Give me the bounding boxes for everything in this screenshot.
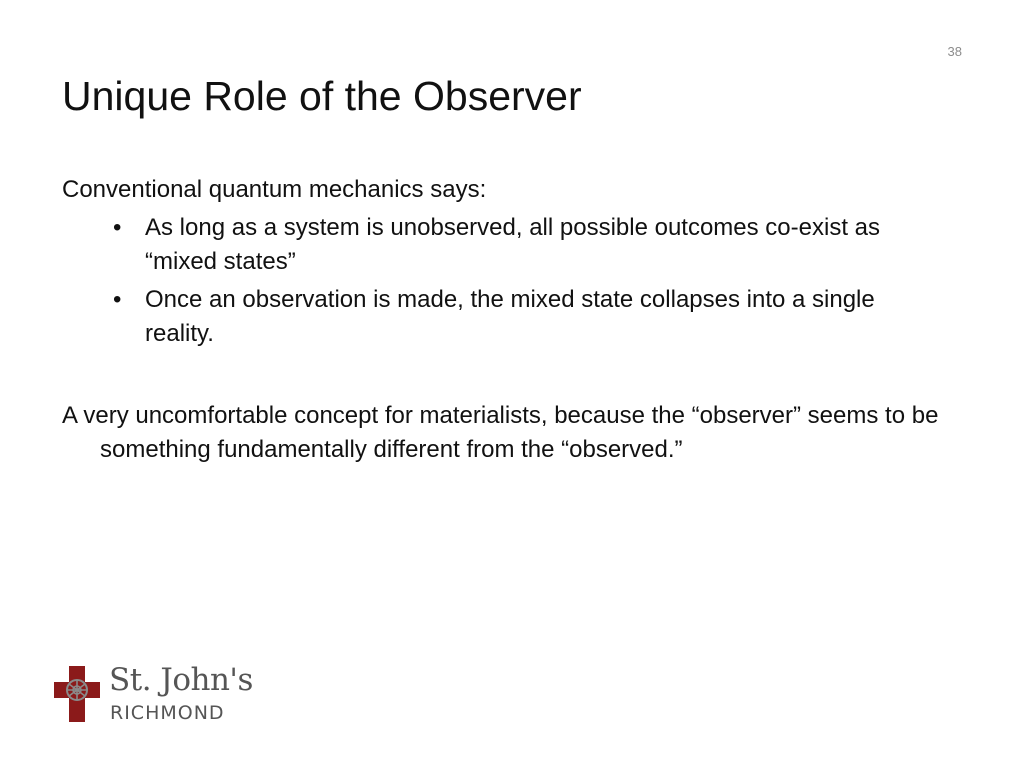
bullet-marker: • [113,214,122,241]
church-logo [54,662,274,726]
intro-line: Conventional quantum mechanics says: [62,176,487,203]
cross-icon [54,666,100,722]
logo-name: St. John's [109,662,253,698]
bullet-text: As long as a system is unobserved, all possible outcomes co-exist as “mixed states” [145,214,881,275]
slide-content [62,173,962,467]
bullet-item [113,211,962,279]
bullet-list [62,211,962,351]
slide-title: Unique Role of the Observer [62,73,582,119]
logo-subtitle: RICHMOND [110,702,225,724]
bullet-item [113,283,962,351]
bullet-text: Once an observation is made, the mixed state collapses into a single reality. [145,286,875,347]
bullet-marker: • [113,286,122,313]
slide-number: 38 [947,44,962,59]
closing-paragraph: A very uncomfortable concept for materialists, because the “observer” seems to be something fundamentally different from the “observed.” [62,402,939,463]
